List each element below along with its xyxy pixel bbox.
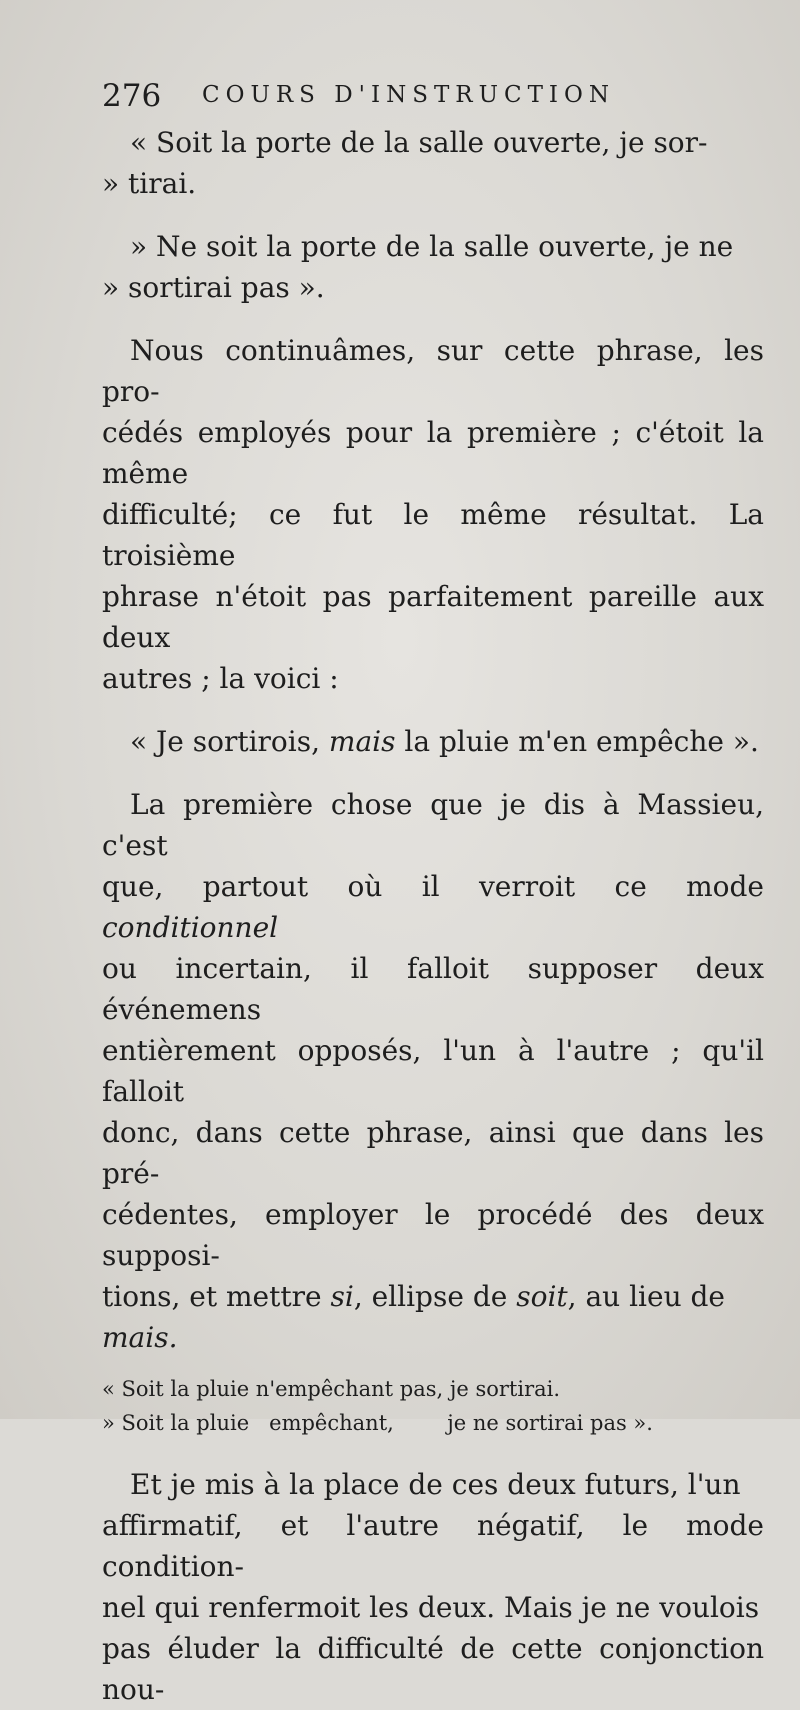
page-body: [102, 122, 764, 1710]
page-number: 276: [102, 78, 162, 114]
paragraph-2-line-2: » sortirai pas ».: [102, 271, 325, 304]
paragraph-3-line-4: phrase n'étoit pas parfaitement pareille aux deux: [102, 580, 764, 654]
p5-line2-italic: conditionnel: [102, 911, 279, 944]
paragraph-5-line-1: La première chose que je dis à Massieu, c'est: [102, 788, 764, 862]
quote-text-b: la pluie m'en empêche ».: [395, 725, 759, 758]
page-header: [102, 78, 702, 118]
example-quote: [102, 721, 764, 762]
paragraph-2-line-1: » Ne soit la porte de la salle ouverte, je ne: [130, 230, 734, 263]
running-title: COURS D'INSTRUCTION: [202, 82, 615, 108]
paragraph-3-line-3: difficulté; ce fut le même résultat. La troisième: [102, 498, 764, 572]
quote-text-a: « Je sortirois,: [130, 725, 329, 758]
p5-line8-italic: mais.: [102, 1321, 178, 1354]
paragraph-5-line-3: ou incertain, il falloit supposer deux événemens: [102, 952, 764, 1026]
paragraph-5-line-2: [102, 866, 764, 948]
p5-line7-italic-si: si: [330, 1280, 354, 1313]
example-line-2: » Soit la pluie empêchant, je ne sortirai pas ».: [102, 1411, 653, 1435]
paragraph-5-line-4: entièrement opposés, l'un à l'autre ; qu'il falloit: [102, 1034, 764, 1108]
quote-italic: mais: [328, 725, 396, 758]
paragraph-5-line-5: donc, dans cette phrase, ainsi que dans les pré-: [102, 1116, 764, 1190]
paragraph-1-line-2: » tirai.: [102, 167, 197, 200]
example-block: [102, 1372, 764, 1440]
paragraph-6-line-1: Et je mis à la place de ces deux futurs, l'un: [130, 1468, 741, 1501]
example-line-1: « Soit la pluie n'empêchant pas, je sortirai.: [102, 1377, 561, 1401]
paragraph-3-line-1: Nous continuâmes, sur cette phrase, les pro-: [102, 334, 764, 408]
paragraph-3-line-2: cédés employés pour la première ; c'étoit la même: [102, 416, 764, 490]
paragraph-3-line-5: autres ; la voici :: [102, 662, 339, 695]
paragraph-6-line-4: pas éluder la difficulté de cette conjonction nou-: [102, 1632, 764, 1706]
p5-line2-text: que, partout où il verroit ce mode: [102, 870, 764, 903]
paragraph-1-line-1: « Soit la porte de la salle ouverte, je sor-: [130, 126, 708, 159]
paragraph-5-line-8: [102, 1317, 764, 1358]
paragraph-5-line-7: [102, 1276, 764, 1317]
paragraph-6-line-2: affirmatif, et l'autre négatif, le mode condition-: [102, 1509, 764, 1583]
paragraph-5-line-6: cédentes, employer le procédé des deux supposi-: [102, 1198, 764, 1272]
p5-line7-text-b: , ellipse de: [353, 1280, 517, 1313]
p5-line7-text-a: tions, et mettre: [102, 1280, 331, 1313]
p5-line7-text-c: , au lieu de: [567, 1280, 725, 1313]
paragraph-6-line-3: nel qui renfermoit les deux. Mais je ne voulois: [102, 1591, 760, 1624]
p5-line7-italic-soit: soit: [516, 1280, 568, 1313]
